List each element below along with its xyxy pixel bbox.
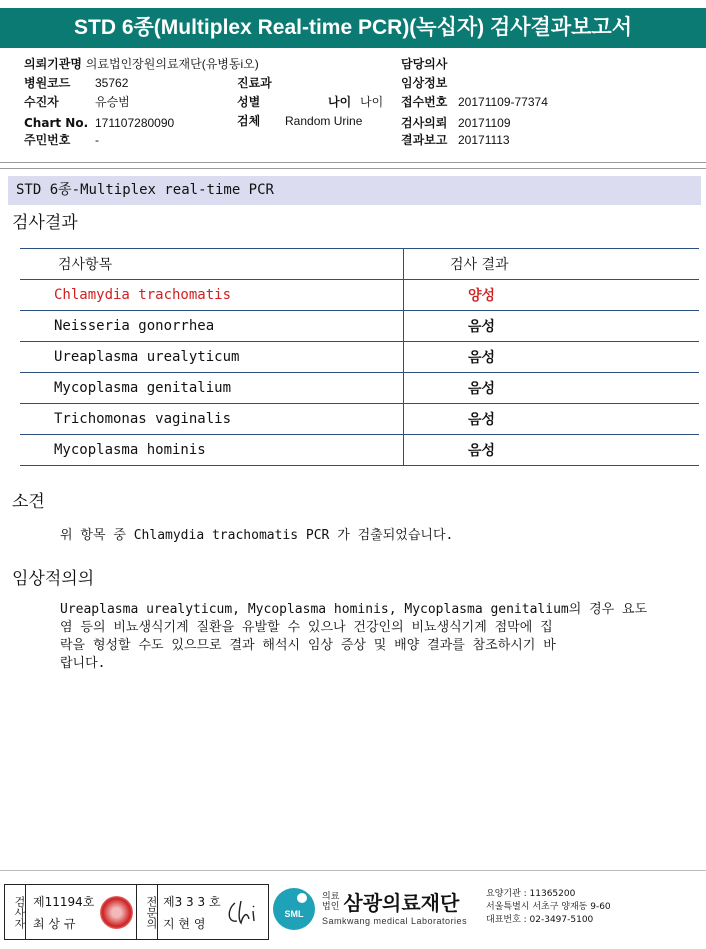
test-result: 음성	[404, 404, 700, 435]
gender-label: 성별	[237, 95, 261, 109]
test-result: 음성	[404, 311, 700, 342]
specialist-license: 제3 3 3 호	[163, 895, 221, 909]
specimen-value: Random Urine	[285, 114, 363, 128]
organization-address	[486, 888, 611, 927]
table-row	[20, 404, 699, 435]
org-address: 서울특별시 서초구 양재동 9-60	[486, 902, 611, 912]
footer-divider	[0, 870, 706, 871]
patient-value: 유승범	[95, 95, 130, 109]
org-name-english: Samkwang medical Laboratories	[322, 916, 468, 926]
org-small-1: 의료	[322, 891, 340, 902]
sml-logo-icon	[272, 887, 316, 931]
significance-line: 랍니다.	[60, 656, 106, 671]
org-phone: 대표번호 : 02-3497-5100	[486, 915, 594, 925]
gender-age-row	[237, 94, 387, 110]
header-divider-top	[0, 162, 706, 163]
report-title: STD 6종(Multiplex Real-time PCR)(녹십자) 검사결과보고서	[0, 8, 706, 48]
header-divider-bottom	[0, 168, 706, 169]
significance-line: Ureaplasma urealyticum, Mycoplasma hominis, Mycoplasma genitalium의 경우 요도	[60, 602, 648, 617]
receipt-label: 접수번호	[401, 95, 448, 109]
receipt-row	[401, 94, 548, 110]
patient-label: 수진자	[24, 95, 59, 109]
report-date-value: 20171113	[458, 133, 510, 147]
chart-value: 171107280090	[95, 116, 175, 130]
tester-license: 제11194호	[33, 895, 95, 909]
results-heading: 검사결과	[12, 213, 78, 233]
dept-label: 진료과	[237, 76, 272, 90]
table-row	[20, 373, 699, 404]
doctor-row	[401, 56, 447, 72]
signature-box	[4, 884, 269, 940]
org-small-2: 법인	[322, 901, 340, 912]
results-table-header	[20, 249, 699, 280]
request-label: 검사의뢰	[401, 116, 448, 130]
results-table	[20, 248, 699, 466]
clinical-label: 임상정보	[401, 76, 448, 90]
request-value: 20171109	[458, 116, 511, 130]
tester-name: 최 상 규	[33, 917, 76, 931]
test-item: Mycoplasma hominis	[20, 435, 404, 466]
test-item: Neisseria gonorrhea	[20, 311, 404, 342]
test-item: Trichomonas vaginalis	[20, 404, 404, 435]
seal-stamp	[100, 896, 133, 929]
test-result: 양성	[404, 280, 700, 311]
chart-label: Chart No.	[24, 116, 89, 130]
age-value: 나이	[360, 95, 384, 109]
request-row	[401, 115, 511, 131]
organization-name	[322, 887, 467, 926]
org-code: 요양기관 : 11365200	[486, 889, 576, 899]
test-item: Chlamydia trachomatis	[20, 280, 404, 311]
report-date-label: 결과보고	[401, 133, 448, 147]
age-label: 나이	[328, 95, 352, 109]
chart-row	[24, 115, 175, 131]
test-section-header	[8, 176, 701, 205]
specimen-label: 검체	[237, 114, 261, 128]
hospital-code-value: 35762	[95, 76, 129, 90]
test-item: Ureaplasma urealyticum	[20, 342, 404, 373]
signature-mark	[223, 897, 261, 929]
resident-row	[24, 132, 99, 148]
institution-row	[24, 56, 259, 72]
test-result: 음성	[404, 435, 700, 466]
resident-value: -	[95, 133, 99, 147]
specialist-name: 지 현 영	[163, 917, 206, 931]
findings-text: 위 항목 중 Chlamydia trachomatis PCR 가 검출되었습니다.	[60, 528, 454, 543]
significance-text	[60, 601, 647, 673]
test-item: Mycoplasma genitalium	[20, 373, 404, 404]
institution-value: 의료법인장원의료재단(유병동i오)	[85, 57, 259, 71]
resident-label: 주민번호	[24, 133, 71, 147]
col-test-item: 검사항목	[20, 249, 404, 280]
test-result: 음성	[404, 342, 700, 373]
tester-vertical-label: 검사자	[5, 885, 26, 939]
hospital-code-row	[24, 75, 129, 91]
test-result: 음성	[404, 373, 700, 404]
clinical-row	[401, 75, 447, 91]
receipt-value: 20171109-77374	[458, 95, 548, 109]
specimen-row	[237, 113, 363, 129]
report-date-row	[401, 132, 510, 148]
org-name-korean: 삼광의료재단	[343, 891, 460, 915]
col-test-result: 검사 결과	[404, 249, 700, 280]
table-row	[20, 280, 699, 311]
test-section-title: STD 6종-Multiplex real-time PCR	[16, 182, 274, 198]
dept-row	[237, 75, 272, 91]
table-row	[20, 311, 699, 342]
table-row	[20, 435, 699, 466]
findings-heading: 소견	[12, 492, 45, 512]
significance-heading: 임상적의의	[12, 569, 95, 589]
hospital-code-label: 병원코드	[24, 76, 71, 90]
logo-text: SML	[284, 909, 304, 919]
doctor-label: 담당의사	[401, 57, 448, 71]
patient-row	[24, 94, 130, 110]
specialist-vertical-label: 전문의	[136, 885, 158, 939]
table-row	[20, 342, 699, 373]
significance-line: 락을 형성할 수도 있으므로 결과 해석시 임상 증상 및 배양 결과를 참조하시기 바	[60, 638, 556, 653]
significance-line: 염 등의 비뇨생식기계 질환을 유발할 수 있으나 건강인의 비뇨생식기계 점막에 집	[60, 620, 553, 635]
institution-label: 의뢰기관명	[24, 57, 82, 71]
